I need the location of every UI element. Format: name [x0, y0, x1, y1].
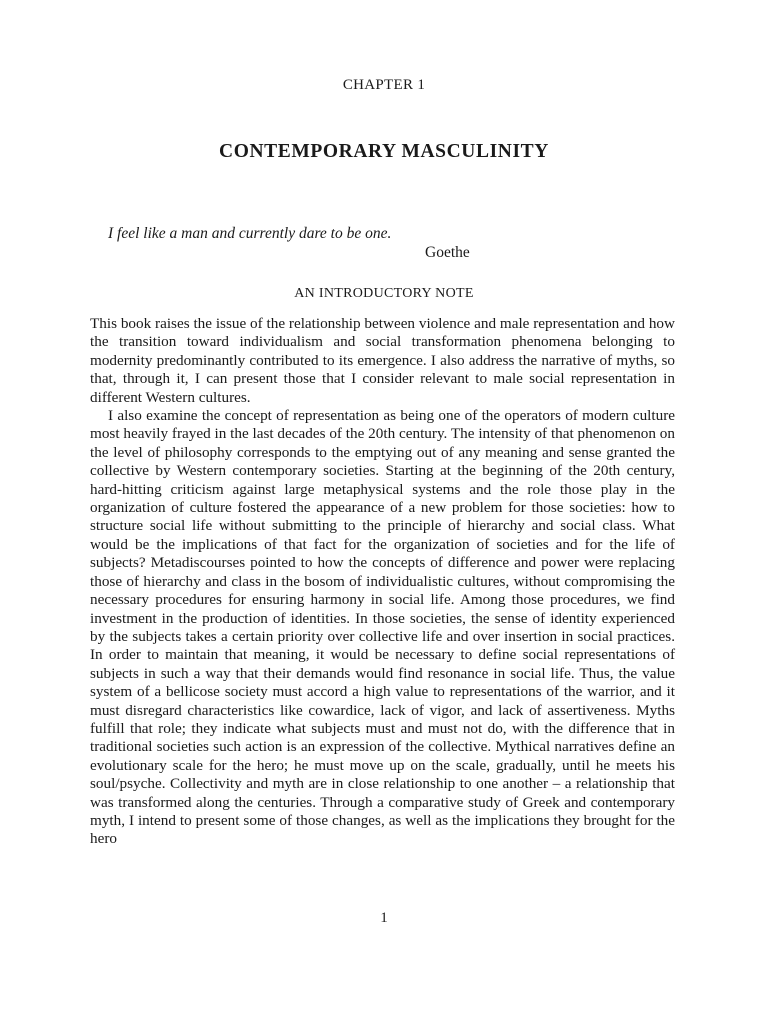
body-text	[90, 315, 675, 849]
section-heading: AN INTRODUCTORY NOTE	[294, 286, 474, 301]
paragraph: I also examine the concept of representation as being one of the operators of modern culture most heavily frayed in the last decades of the 20th century. The intensity of that phenomenon on the level of philosophy corresponds to the emptying out of any meaning and sense granted the collective by Western contemporary societies. Starting at the beginning of the 20th century, hard-hitting criticism against large metaphysical systems and the role those play in the organization of culture fostered the appearance of a new problem for those societies: how to structure social life without submitting to the principle of hierarchy and social class. What would be the implications of that fact for the organization of societies and for the life of subjects? Metadiscourses pointed to how the concepts of difference and power were replacing those of hierarchy and class in the bosom of individualistic cultures, without compromising the necessary procedures for ensuring harmony in social life. Among those procedures, we find investment in the production of identities. In those societies, the sense of identity experienced by the subjects takes a certain priority over collective life and over insertion in social practices. In order to maintain that meaning, it would be necessary to define social representations of subjects in such a way that their demands would find resonance in social life. Thus, the value system of a bellicose society must accord a high value to representations of the warrior, and it must disregard characteristics like cowardice, lack of vigor, and lack of assertiveness. Myths fulfill that role; they indicate what subjects must and must not do, with the difference that in traditional societies such action is an expression of the collective. Mythical narratives define an evolutionary scale for the hero; he must move up on the scale, gradually, until he meets his soul/psyche. Collectivity and myth are in close relationship to one another – a relationship that was transformed along the centuries. Through a comparative study of Greek and contemporary myth, I intend to present some of those changes, as well as the implications they brought for the hero	[90, 407, 675, 848]
paragraph: This book raises the issue of the relationship between violence and male representation and how the transition toward individualism and social transformation phenomena belonging to modernity predominantly contributed to its emergence. I also address the narrative of myths, so that, through it, I can present those that I consider relevant to male social representation in different Western cultures.	[90, 315, 675, 406]
page-number: 1	[380, 910, 388, 926]
epigraph-quote: I feel like a man and currently dare to be one.	[108, 225, 392, 242]
chapter-label: CHAPTER 1	[342, 77, 426, 93]
epigraph-author: Goethe	[425, 244, 470, 261]
chapter-title: CONTEMPORARY MASCULINITY	[219, 141, 549, 162]
